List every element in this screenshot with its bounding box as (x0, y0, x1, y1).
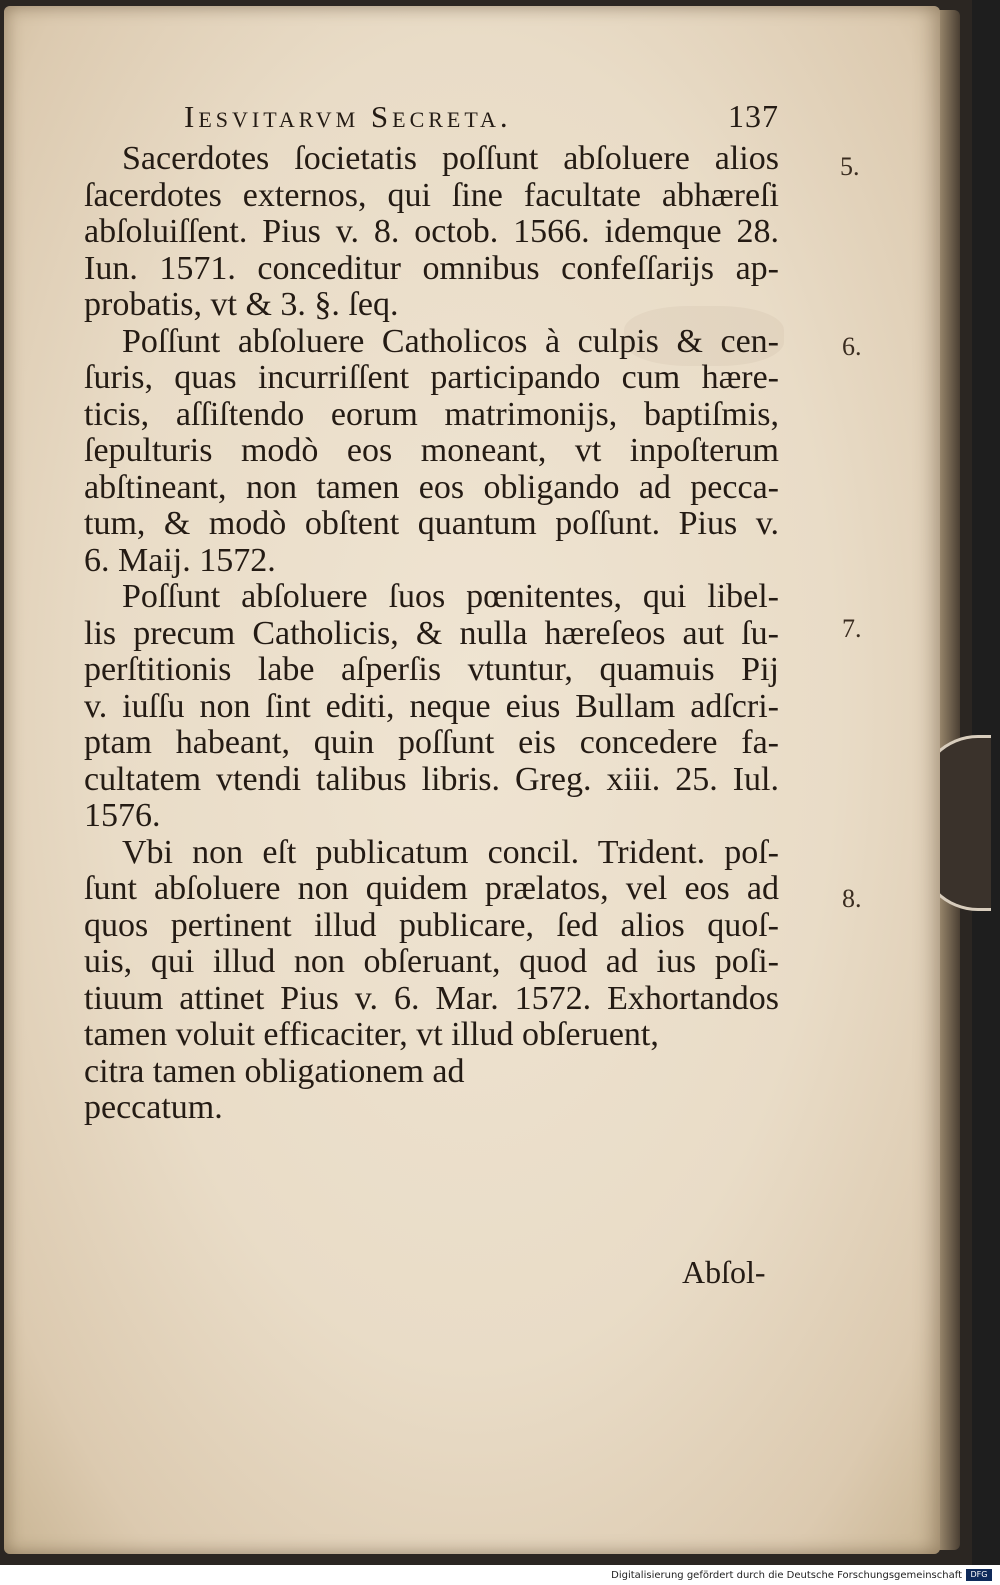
text-line: abſtineant, non tamen eos obligando ad pecca- (84, 468, 779, 506)
text-line: ſacerdotes externos, qui ſine facultate abhæreſi (84, 176, 779, 214)
paragraph-4 (84, 835, 779, 1127)
text-line: Iun. 1571. conceditur omnibus confeſſarijs ap- (84, 249, 779, 287)
paragraph-1 (84, 141, 779, 324)
text-line: perſtitionis labe aſperſis vtuntur, quamuis Pij (84, 651, 779, 688)
margin-note-7: 7. (842, 614, 862, 643)
paragraph-3 (84, 579, 779, 835)
text-line: probatis, vt & 3. §. ſeq. (84, 286, 399, 323)
text-line: ſunt abſoluere non quidem prælatos, vel eos ad (84, 870, 779, 907)
text-line: Poſſunt abſoluere Catholicos à culpis & cen- (122, 322, 779, 360)
text-line: tiuum attinet Pius v. 6. Mar. 1572. Exhortandos (84, 979, 779, 1017)
text-line: tum, & modò obſtent quantum poſſunt. Pius v. (84, 505, 779, 542)
paragraph-2 (84, 324, 779, 580)
margin-note-8: 8. (842, 884, 862, 913)
book-page (4, 6, 940, 1554)
footer-credit: Digitalisierung gefördert durch die Deutsche Forschungsgemeinschaft (611, 1569, 962, 1581)
text-line: ptam habeant, quin poſſunt eis concedere fa- (84, 724, 779, 761)
text-line: ſuris, quas incurriſſent participando cum hære- (84, 359, 779, 396)
margin-note-6: 6. (842, 332, 862, 361)
running-head (184, 98, 779, 135)
text-line: abſoluiſſent. Pius v. 8. octob. 1566. idemque 28. (84, 213, 779, 250)
text-line: 1576. (84, 797, 161, 834)
margin-note-5: 5. (840, 152, 860, 181)
text-block (84, 98, 779, 1127)
running-title: Iesvitarvm Secreta. (184, 99, 512, 134)
text-line: peccatum. (84, 1089, 223, 1126)
text-line: ſepulturis modò eos moneant, vt inpoſterum (84, 432, 779, 469)
text-line: Vbi non eſt publicatum concil. Trident. poſ- (122, 833, 779, 871)
text-line: 6. Maij. 1572. (84, 541, 276, 579)
text-line: tamen voluit efficaciter, vt illud obſeruent, (84, 1016, 659, 1053)
text-line: uis, qui illud non obſeruant, quod ad ius poſi- (84, 943, 779, 980)
dfg-logo: DFG (966, 1569, 992, 1581)
page-number: 137 (728, 98, 779, 134)
text-line: cultatem vtendi talibus libris. Greg. xiii. 25. Iul. (84, 760, 779, 798)
catchword: Abſol- (682, 1254, 766, 1290)
text-line: lis precum Catholicis, & nulla hæreſeos aut ſu- (84, 614, 779, 652)
text-line: quos pertinent illud publicare, ſed alios quoſ- (84, 906, 779, 944)
text-line: citra tamen obligationem ad (84, 1052, 465, 1090)
text-line: ticis, aſſiſtendo eorum matrimonijs, baptiſmis, (84, 395, 779, 433)
text-line: Sacerdotes ſocietatis poſſunt abſoluere alios (122, 140, 779, 177)
text-line: v. iuſſu non ſint editi, neque eius Bullam adſcri- (84, 687, 779, 725)
text-line: Poſſunt abſoluere ſuos pœnitentes, qui libel- (122, 578, 779, 615)
footer-bar (0, 1565, 1000, 1585)
